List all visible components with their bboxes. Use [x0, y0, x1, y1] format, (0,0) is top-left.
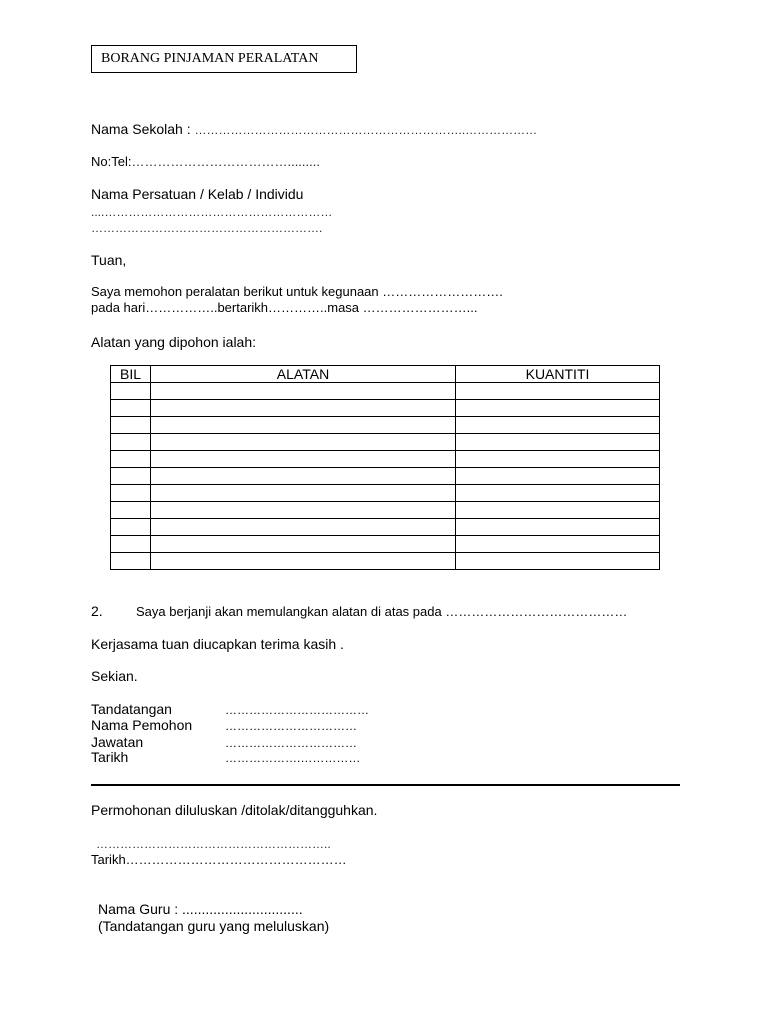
cell-bil[interactable] [111, 400, 151, 417]
cell-bil[interactable] [111, 451, 151, 468]
cell-bil[interactable] [111, 417, 151, 434]
cell-kuantiti[interactable] [456, 485, 660, 502]
cell-alatan[interactable] [151, 400, 456, 417]
table-row [111, 451, 660, 468]
header-kuantiti: KUANTITI [456, 366, 660, 383]
cell-kuantiti[interactable] [456, 519, 660, 536]
approval-status: Permohonan diluluskan /ditolak/ditangguhkan. [91, 802, 378, 818]
signature-label: Tandatangan [91, 701, 172, 717]
request-date: bertarikh………….. [217, 300, 328, 315]
date-label: Tarikh [91, 749, 129, 765]
promise-number: 2. [91, 603, 103, 619]
cell-alatan[interactable] [151, 417, 456, 434]
applicant-name-label: Nama Pemohon [91, 717, 193, 733]
signature-dots: ……………………………… [225, 703, 369, 717]
cell-alatan[interactable] [151, 553, 456, 570]
school-dots: …………………………………………………………..……………… [194, 123, 538, 137]
table-body [111, 383, 660, 570]
org-dots-2: …………………………………………………. [91, 221, 323, 235]
school-field [91, 121, 537, 137]
cell-bil[interactable] [111, 519, 151, 536]
cell-alatan[interactable] [151, 519, 456, 536]
table-row [111, 536, 660, 553]
section-divider [91, 784, 680, 786]
request-line-2 [91, 300, 478, 315]
table-row [111, 485, 660, 502]
cell-kuantiti[interactable] [456, 417, 660, 434]
cell-alatan[interactable] [151, 451, 456, 468]
cell-kuantiti[interactable] [456, 451, 660, 468]
table-row [111, 400, 660, 417]
cell-alatan[interactable] [151, 485, 456, 502]
tel-label: No:Tel: [91, 154, 132, 169]
applicant-name-dots: …………………………… [225, 719, 357, 733]
table-row [111, 502, 660, 519]
thanks-text: Kerjasama tuan diucapkan terima kasih . [91, 636, 344, 652]
cell-kuantiti[interactable] [456, 383, 660, 400]
cell-alatan[interactable] [151, 468, 456, 485]
approval-date-line: Tarikh…………………………………………… [91, 852, 347, 867]
cell-kuantiti[interactable] [456, 502, 660, 519]
cell-kuantiti[interactable] [456, 468, 660, 485]
salutation: Tuan, [91, 252, 127, 268]
table-row [111, 417, 660, 434]
cell-bil[interactable] [111, 553, 151, 570]
cell-alatan[interactable] [151, 536, 456, 553]
closing-text: Sekian. [91, 668, 138, 684]
teacher-name-line: Nama Guru : ............................... [98, 901, 303, 917]
tel-dots: ………………………………......... [131, 154, 320, 169]
position-dots: …………………………… [225, 736, 357, 750]
table-row [111, 434, 660, 451]
request-day: pada hari…………….. [91, 300, 218, 315]
request-line-1: Saya memohon peralatan berikut untuk kegunaan ………………………. [91, 284, 503, 299]
cell-bil[interactable] [111, 383, 151, 400]
header-bil: BIL [111, 366, 151, 383]
cell-bil[interactable] [111, 536, 151, 553]
table-row [111, 468, 660, 485]
cell-alatan[interactable] [151, 383, 456, 400]
header-alatan: ALATAN [151, 366, 456, 383]
items-intro: Alatan yang dipohon ialah: [91, 334, 257, 350]
table-row [111, 383, 660, 400]
cell-bil[interactable] [111, 434, 151, 451]
cell-alatan[interactable] [151, 502, 456, 519]
org-dots-1: ....………………………………………………… [91, 205, 333, 219]
cell-bil[interactable] [111, 502, 151, 519]
promise-text: Saya berjanji akan memulangkan alatan di atas pada …………………………………… [136, 604, 628, 619]
org-label: Nama Persatuan / Kelab / Individu [91, 186, 304, 202]
table-row [111, 553, 660, 570]
approval-sign-dots: ………………………………………………….. [96, 837, 331, 851]
equipment-table [110, 365, 660, 570]
cell-bil[interactable] [111, 485, 151, 502]
teacher-signature-note: (Tandatangan guru yang meluluskan) [98, 918, 330, 934]
cell-kuantiti[interactable] [456, 434, 660, 451]
table-header-row [111, 366, 660, 383]
request-time: masa ……………………... [327, 300, 478, 315]
cell-kuantiti[interactable] [456, 553, 660, 570]
cell-kuantiti[interactable] [456, 400, 660, 417]
table-row [111, 519, 660, 536]
form-title: BORANG PINJAMAN PERALATAN [91, 45, 357, 73]
date-dots: ……………….…………… [225, 751, 361, 765]
cell-bil[interactable] [111, 468, 151, 485]
position-label: Jawatan [91, 734, 144, 750]
cell-kuantiti[interactable] [456, 536, 660, 553]
tel-field [91, 154, 320, 169]
school-label: Nama Sekolah : [91, 121, 191, 137]
cell-alatan[interactable] [151, 434, 456, 451]
